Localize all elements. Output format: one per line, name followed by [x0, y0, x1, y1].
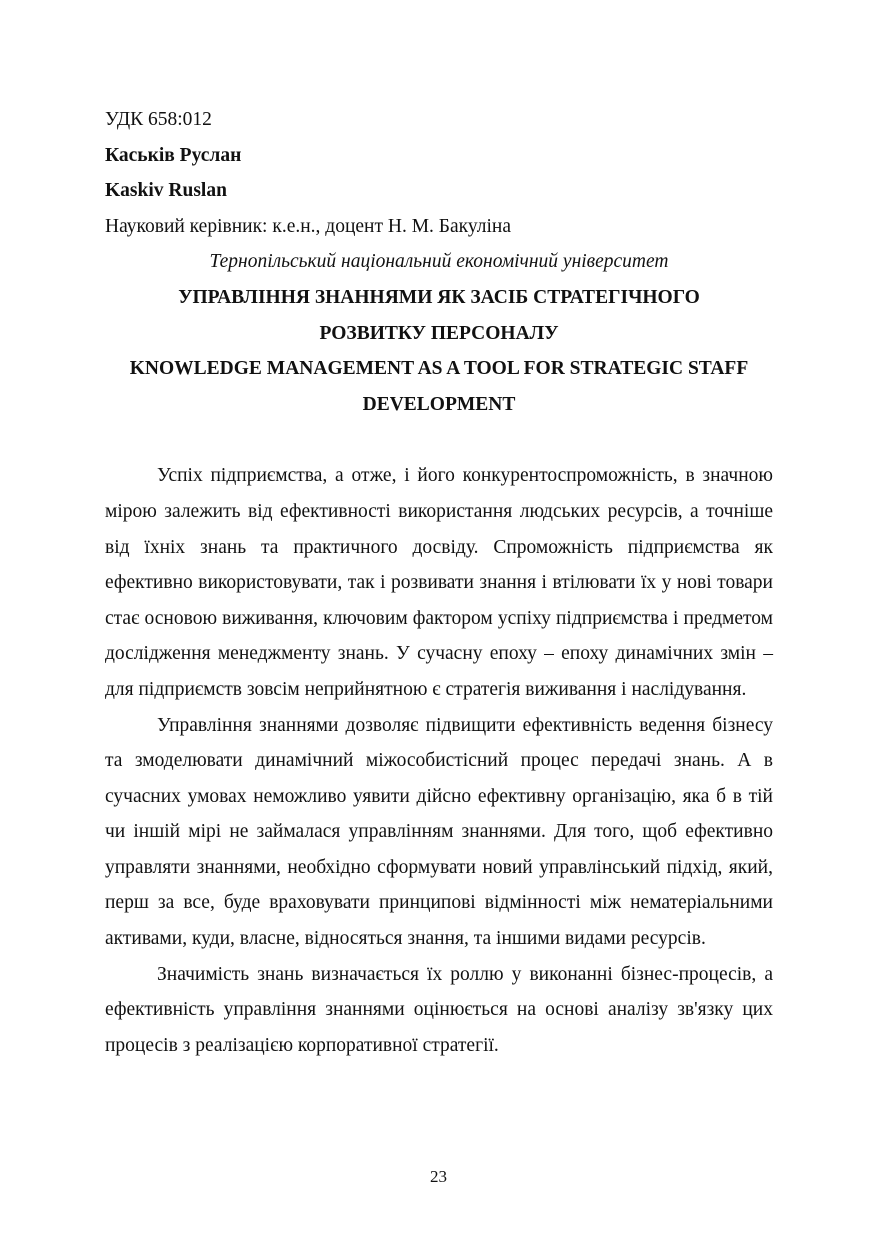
title-ua-line-1: УПРАВЛІННЯ ЗНАННЯМИ ЯК ЗАСІБ СТРАТЕГІЧНОГО — [178, 286, 700, 308]
author-name-en: Kaskiv Ruslan — [105, 180, 227, 202]
udc-code: УДК 658:012 — [105, 109, 212, 130]
body-paragraph-1: Успіх підприємства, а отже, і його конкурентоспроможність, в значною мірою залежить від ефективності використання людських ресурсів, а точніше від їхніх знань та практичного досвіду. Спроможність підприємства як ефективно використовувати, так і розвивати знання і втілювати їх у нові товари стає основою виживання, ключовим фактором успіху підприємства і предметом дослідження менеджменту знань. У сучасну епоху – епоху динамічних змін – для підприємств зовсім неприйнятною є стратегія виживання і наслідування. — [105, 465, 773, 700]
author-name-ua: Каськів Руслан — [105, 144, 242, 166]
body-paragraph-3: Значимість знань визначається їх роллю у виконанні бізнес-процесів, а ефективність управління знаннями оцінюється на основі аналізу зв'язку цих процесів з реалізацією корпоративної стратегії. — [105, 963, 773, 1056]
spacer — [105, 422, 773, 458]
article-title — [105, 280, 773, 422]
title-en-line-1: KNOWLEDGE MANAGEMENT AS A TOOL FOR STRATEGIC STAFF — [129, 358, 749, 380]
page-content — [105, 102, 773, 1063]
article-body — [105, 458, 773, 1063]
title-ua-line-2: РОЗВИТКУ ПЕРСОНАЛУ — [319, 322, 559, 344]
supervisor-line: Науковий керівник: к.е.н., доцент Н. М. Бакуліна — [105, 215, 511, 237]
title-en-line-2: DEVELOPMENT — [362, 393, 516, 415]
body-paragraph-2: Управління знаннями дозволяє підвищити ефективність ведення бізнесу та змоделювати динамічний міжособистісний процес передачі знань. А в сучасних умовах неможливо уявити дійсно ефективну організацію, яка б в тій чи іншій мірі не займалася управлінням знаннями. Для того, щоб ефективно управляти знаннями, необхідно сформувати новий управлінський підхід, який, перш за все, буде враховувати принципові відмінності між нематеріальними активами, куди, власне, відносяться знання, та іншими видами ресурсів. — [105, 714, 773, 950]
page-number: 23 — [430, 1167, 447, 1186]
institution-name: Тернопільський національний економічний університет — [209, 251, 669, 273]
